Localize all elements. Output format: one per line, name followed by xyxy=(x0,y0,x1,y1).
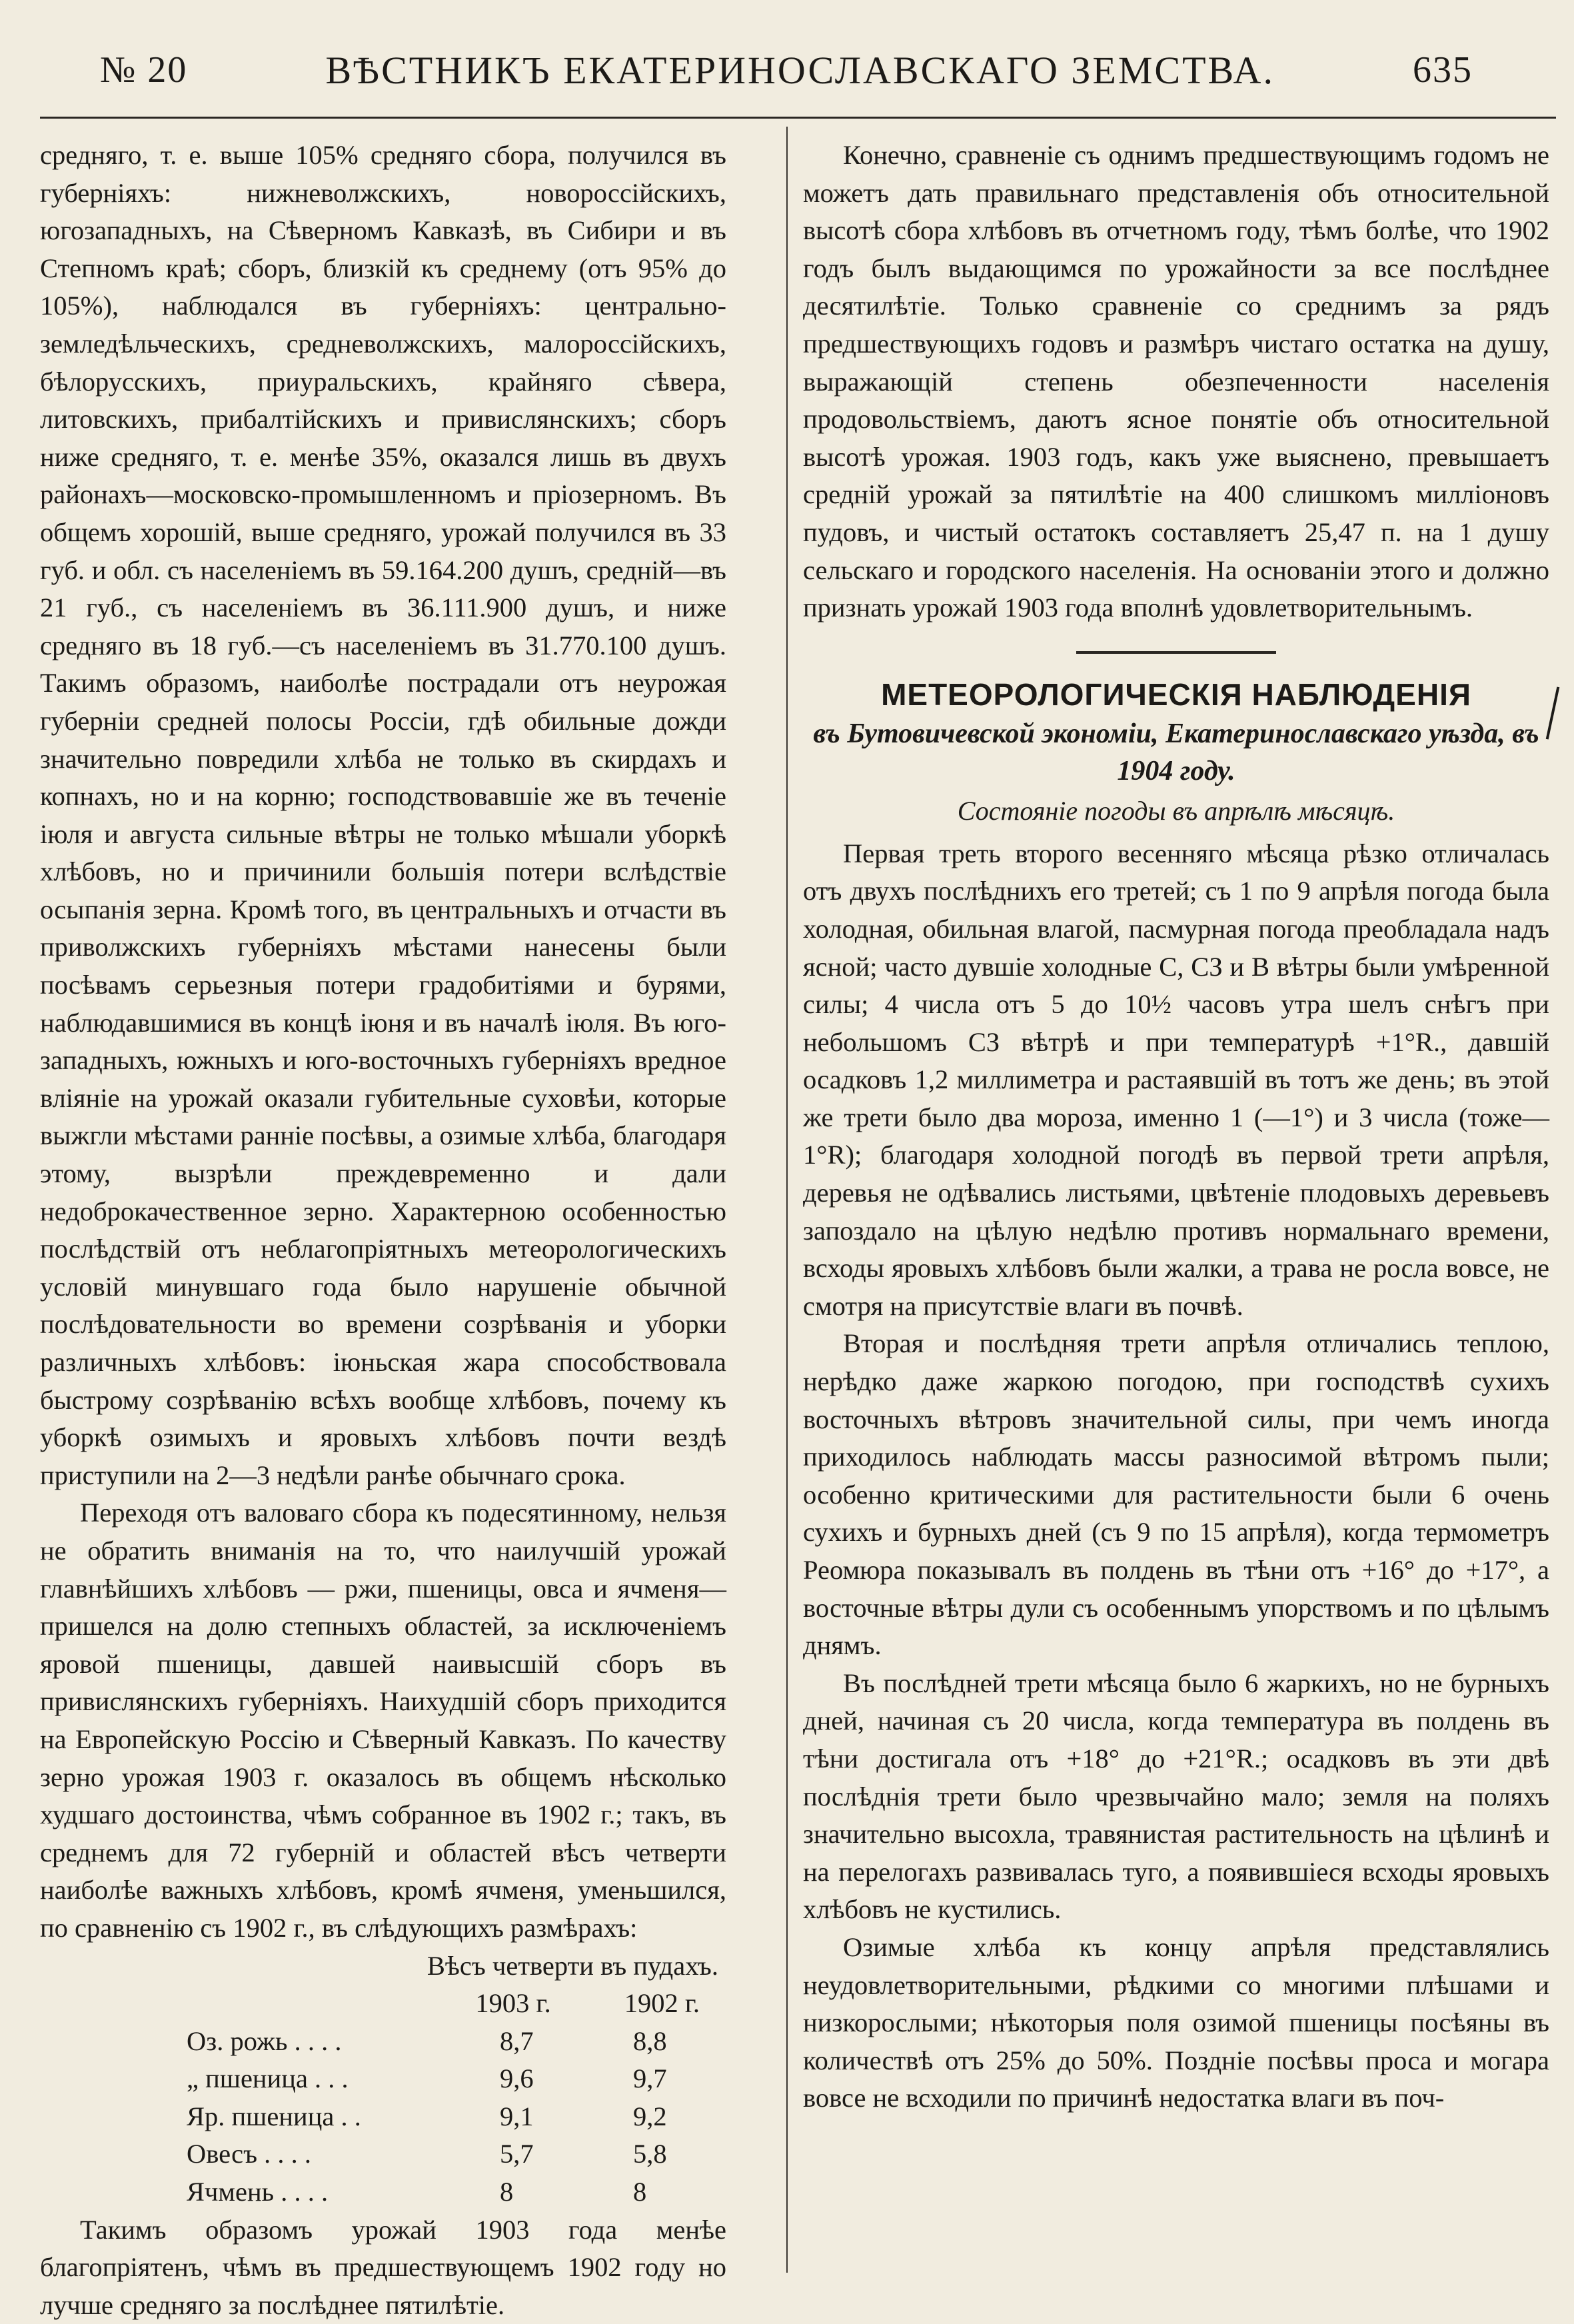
right-column xyxy=(803,137,1549,2266)
value-1902: 5,8 xyxy=(633,2139,667,2169)
value-1902: 9,7 xyxy=(633,2063,667,2094)
table-row xyxy=(40,2135,726,2173)
value-1902: 8 xyxy=(633,2177,647,2207)
crop-name: Овесъ . . . . xyxy=(187,2139,312,2169)
section-title: МЕТЕОРОЛОГИЧЕСКІЯ НАБЛЮДЕНІЯ xyxy=(881,676,1471,712)
value-1903: 8,7 xyxy=(500,2025,534,2056)
weight-table-years xyxy=(40,1985,726,2023)
table-row xyxy=(40,2173,726,2211)
weight-table-heading: Вѣсъ четверти въ пудахъ. xyxy=(426,1950,718,1981)
section-divider xyxy=(1076,651,1276,654)
left-paragraph-2: Переходя отъ валоваго сбора къ подесятинному, нельзя не обратить вниманія на то, что наилучшій урожай главнѣйшихъ хлѣбовъ — ржи, пшеницы, овса и ячменя—пришелся на долю степныхъ областей, за исключеніемъ яровой пшеницы, давшей наивысшій сборъ въ привислянскихъ губерніяхъ. Наихудшій сборъ приходится на Европейскую Россію и Сѣверный Кавказъ. По качеству зерно урожая 1903 г. оказалось въ общемъ нѣсколько худшаго достоинства, чѣмъ собранное въ 1902 г.; такъ, въ среднемъ для 72 губерній и областей вѣсъ четверти наиболѣе важныхъ хлѣбовъ, кромѣ ячменя, уменьшился, по сравненію съ 1902 г., въ слѣдующихъ размѣрахъ: xyxy=(40,1498,726,1943)
year-1903-header: 1903 г. xyxy=(475,1988,551,2019)
value-1903: 9,1 xyxy=(500,2101,534,2131)
right-paragraph-4: Въ послѣдней трети мѣсяца было 6 жаркихъ, но не бурныхъ дней, начиная съ 20 числа, когда температура въ полдень въ тѣни достигала отъ +18° до +21°R.; осадковъ въ эти двѣ послѣднія трети было чрезвычайно мало; земля на поляхъ значительно высохла, травянистая растительность на цѣлинѣ и на перелогахъ развивалась туго, а появившіеся всходы яровыхъ хлѣбовъ не кустились. xyxy=(803,1668,1549,1925)
right-paragraph-5: Озимые хлѣба къ концу апрѣля представлялись неудовлетворительными, рѣдкими со многими плѣшами и низкорослыми; нѣкоторыя поля озимой пшеницы посѣяны въ количествѣ отъ 25% до 50%. Поздніе посѣвы проса и могара вовсе не всходили по причинѣ недостатка влаги въ поч- xyxy=(803,1931,1549,2113)
right-paragraph-1: Конечно, сравненіе съ однимъ предшествующимъ годомъ не можетъ дать правильнаго представленія объ относительной высотѣ сбора хлѣбовъ въ отчетномъ году, тѣмъ болѣе, что 1902 годъ былъ выдающимся по урожайности за все послѣднее десятилѣтіе. Только сравненіе со среднимъ за рядъ предшествующихъ годовъ и размѣръ чистаго остатка на душу, выражающій степень обезпеченности населенія продовольствіемъ, даютъ ясное понятіе объ относительной высотѣ урожая. 1903 годъ, какъ уже выяснено, превышаетъ средній урожай за пятилѣтіе на 400 слишкомъ милліоновъ пудовъ, и чистый остатокъ составляетъ 25,47 п. на 1 душу сельскаго и городского населенія. На основаніи этого и должно признать урожай 1903 года вполнѣ удовлетворительнымъ. xyxy=(803,140,1549,623)
journal-title: ВѢСТНИКЪ ЕКАТЕРИНОСЛАВСКАГО ЗЕМСТВА. xyxy=(325,48,1275,92)
issue-number: № 20 xyxy=(100,49,188,91)
crop-name: Ячмень . . . . xyxy=(187,2177,329,2207)
crop-name: Оз. рожь . . . . xyxy=(187,2025,342,2056)
year-1902-header: 1902 г. xyxy=(624,1988,700,2019)
crop-name: Яр. пшеница . . xyxy=(187,2101,361,2131)
right-paragraph-3: Вторая и послѣдняя трети апрѣля отличались теплою, нерѣдко даже жаркою погодою, при господствѣ сухихъ восточныхъ вѣтровъ значительной силы, при чемъ иногда приходилось наблюдать массы разносимой вѣтромъ пыли; особенно критическими для растительности были 6 очень сухихъ и бурныхъ дней (съ 9 по 15 апрѣля), когда термометръ Реомюра показывалъ въ полдень въ тѣни отъ +16° до +17°, а восточные вѣтры дули съ особеннымъ упорствомъ и по цѣлымъ днямъ. xyxy=(803,1328,1549,1661)
table-row xyxy=(40,2060,726,2098)
left-paragraph-1: средняго, т. е. выше 105% средняго сбора, получился въ губерніяхъ: нижневолжскихъ, новороссійскихъ, югозападныхъ, на Сѣверномъ Кавказѣ, въ Сибири и въ Степномъ краѣ; сборъ, близкій къ среднему (отъ 95% до 105%), наблюдался въ губерніяхъ: центрально-земледѣльческихъ, средневолжскихъ, малороссійскихъ, бѣлорусскихъ, приуральскихъ, крайняго сѣвера, литовскихъ, прибалтійскихъ и привислянскихъ; сборъ ниже средняго, т. е. менѣе 35%, оказался лишь въ двухъ районахъ—московско-промышленномъ и пріозерномъ. Въ общемъ хорошій, выше средняго, урожай получился въ 33 губ. и обл. съ населеніемъ въ 59.164.200 душъ, средній—въ 21 губ., съ населеніемъ въ 36.111.900 душъ, и ниже средняго въ 18 губ.—съ населеніемъ въ 31.770.100 душъ. Такимъ образомъ, наиболѣе пострадали отъ неурожая губерніи средней полосы Россіи, гдѣ обильные дожди значительно повредили хлѣба не только въ скирдахъ и копнахъ, но и на корню; господствовавшіе же въ теченіе іюля и августа сильные вѣтры не только мѣшали уборкѣ хлѣбовъ, но и причинили большія потери вслѣдствіе осыпанія зерна. Кромѣ того, въ центральныхъ и отчасти въ приволжскихъ губерніяхъ мѣстами нанесены были посѣвамъ серьезныя потери градобитіями и бурями, наблюдавшимися въ концѣ іюня и въ началѣ іюля. Въ юго-западныхъ, южныхъ и юго-восточныхъ губерніяхъ вредное вліяніе на урожай оказали губительные суховѣи, которые выжгли мѣстами ранніе посѣвы, а озимые хлѣба, благодаря этому, вызрѣли преждевременно и дали недоброкачественное зерно. Характерною особенностью послѣдствій отъ неблагопріятныхъ метеорологическихъ условій минувшаго года было нарушеніе обычной послѣдовательности во времени созрѣванія и уборки различныхъ хлѣбовъ: іюньская жара способствовала быстрому созрѣванію всѣхъ вообще хлѣбовъ, почему къ уборкѣ озимыхъ и яровыхъ хлѣбовъ почти вездѣ приступили на 2—3 недѣли ранѣе обычнаго срока. xyxy=(40,140,726,1490)
page-number: 635 xyxy=(1412,49,1473,91)
table-row xyxy=(40,2023,726,2061)
column-divider xyxy=(786,127,788,2273)
value-1903: 9,6 xyxy=(500,2063,534,2094)
right-paragraph-2: Первая треть второго весенняго мѣсяца рѣзко отличалась отъ двухъ послѣднихъ его третей; съ 1 по 9 апрѣля погода была холодная, обильная влагой, пасмурная погода преобладала надъ ясной; часто дувшіе холодные С, СЗ и В вѣтры были умѣренной силы; 4 числа отъ 5 до 10½ часовъ утра шелъ снѣгъ при небольшомъ СЗ вѣтрѣ и при температурѣ +1°R., давшій осадковъ 1,2 миллиметра и растаявшій въ тотъ же день; въ этой же трети было два мороза, именно 1 (—1°) и 3 числа (тоже—1°R); благодаря холодной погодѣ въ первой трети апрѣля, деревья не одѣвались листьями, цвѣтеніе плодовыхъ деревьевъ запоздало на цѣлую недѣлю противъ нормальнаго времени, всходы яровыхъ хлѣбовъ были жалки, а трава не росла вовсе, не смотря на присутствіе влаги въ почвѣ. xyxy=(803,838,1549,1321)
value-1902: 8,8 xyxy=(633,2025,667,2056)
value-1903: 5,7 xyxy=(500,2139,534,2169)
crop-name: „ пшеница . . . xyxy=(187,2063,349,2094)
value-1903: 8 xyxy=(500,2177,514,2207)
left-column xyxy=(40,137,726,2320)
header-rule xyxy=(40,117,1556,119)
table-row xyxy=(40,2098,726,2136)
value-1902: 9,2 xyxy=(633,2101,667,2131)
left-paragraph-3: Такимъ образомъ урожай 1903 года менѣе благопріятенъ, чѣмъ въ предшествующемъ 1902 году но лучше средняго за послѣднее пятилѣтіе. xyxy=(40,2214,726,2320)
section-subheading: Состояніе погоды въ апрѣлѣ мѣсяцѣ. xyxy=(957,795,1395,826)
section-subtitle: въ Бутовичевской экономіи, Екатеринославскаго уѣзда, въ 1904 году. xyxy=(813,718,1539,786)
page-header xyxy=(100,40,1473,100)
weight-table xyxy=(40,2023,726,2211)
